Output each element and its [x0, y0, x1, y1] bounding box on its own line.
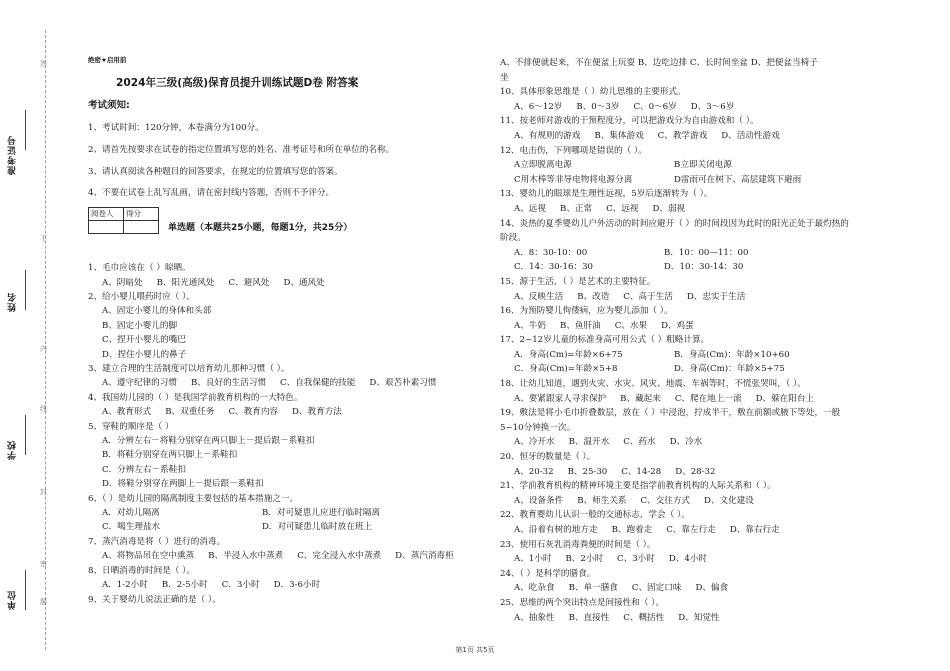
answer-option[interactable]: A、6～12岁	[514, 101, 563, 112]
answer-option[interactable]: A、将物品吊在空中熏蒸	[102, 551, 195, 562]
answer-option-row	[102, 549, 488, 563]
answer-option[interactable]: C、药水	[623, 437, 656, 448]
answer-option[interactable]: D、4小时	[668, 554, 708, 565]
answer-option[interactable]: B．2-5小时	[161, 580, 208, 591]
answer-option[interactable]: D、捏住小婴儿的鼻子	[102, 349, 187, 360]
answer-option-row	[102, 506, 488, 520]
left-column	[88, 56, 488, 607]
answer-option-row	[102, 276, 488, 290]
answer-option[interactable]: C、靠左行走	[666, 525, 716, 535]
question-stem: 10、具体形象思维是（ ）幼儿思维的主要形式。	[500, 87, 686, 98]
question-stem: 3、建立合理的生活制度可以培育幼儿那种习惯（ ）。	[88, 364, 290, 375]
page-title: 2024年三级(高级)保育员提升训练试题D卷 附答案	[116, 77, 359, 90]
answer-option[interactable]: A、抽象性	[514, 612, 555, 623]
answer-option[interactable]: D、通风处	[283, 277, 325, 288]
answer-option-row	[514, 202, 920, 217]
answer-option[interactable]: B、温开水	[568, 437, 610, 448]
answer-option[interactable]: A立即脱离电源	[514, 160, 572, 171]
seal-char: 封	[40, 488, 47, 496]
answer-option[interactable]: C、完全浸入水中蒸煮	[297, 551, 382, 562]
question-stem: 17、2~12岁儿童的标准身高可用公式（ ）粗略计算。	[500, 335, 710, 346]
answer-option-row	[514, 173, 920, 188]
answer-option[interactable]: B、藏起来	[620, 393, 661, 404]
answer-option[interactable]: C、自我保健的技能	[280, 378, 356, 389]
grader-input[interactable]	[89, 221, 124, 234]
answer-option[interactable]: A、牛奶	[514, 320, 546, 331]
seal-char: 答	[40, 60, 47, 68]
answer-option[interactable]: B、师生关系	[577, 495, 627, 506]
answer-option[interactable]: C、教学游戏	[657, 130, 708, 141]
answer-option[interactable]: D、靠右行走	[729, 525, 780, 535]
question-stem: 7、蒸汽消毒是将（ ）进行的消毒。	[88, 536, 226, 547]
answer-option[interactable]: C、捏开小婴儿的嘴巴	[102, 335, 186, 346]
question-stem: 21、学前教育机构的精神环境主要是指学前教育机构的人际关系和（ ）。	[500, 481, 776, 492]
margin-label-unit: 单位	[8, 590, 18, 610]
seal-char: 密	[40, 560, 47, 568]
secret-label: 绝密★启用前	[88, 56, 127, 64]
answer-option-row	[514, 392, 920, 407]
score-cell: 得分	[124, 208, 159, 221]
answer-option[interactable]: C、教育内容	[228, 407, 279, 418]
notice-item: 1、考试时间：120分钟，本卷满分为100分。	[88, 123, 264, 134]
right-questions	[500, 56, 920, 625]
answer-option[interactable]: B、直接性	[568, 612, 610, 623]
question-stem: A、不排便就起来，不在便盆上玩耍 B、边吃边排 C、长时间坐盆 D、把便盆当椅子	[500, 58, 818, 68]
answer-option-row	[514, 494, 920, 509]
answer-option-row	[514, 435, 920, 450]
answer-option-row	[514, 260, 920, 275]
answer-option-row	[514, 246, 920, 261]
section-title: 单选题（本题共25小题，每题1分，共25分）	[168, 223, 353, 234]
notice-item: 3、请认真阅读各种题目的回答要求，在规定的位置填写您的答案。	[88, 166, 343, 177]
answer-option[interactable]: D、知觉性	[678, 612, 720, 623]
answer-option[interactable]: B、良好的生活习惯	[190, 378, 267, 389]
answer-option[interactable]: A、设备条件	[514, 495, 564, 506]
answer-option-row	[102, 578, 488, 592]
answer-option[interactable]: D、忠实于生活	[686, 291, 746, 302]
answer-option[interactable]: C．身高(Cm)=年龄×5+8	[514, 364, 618, 375]
answer-option-row	[514, 465, 920, 480]
answer-option-row	[514, 362, 920, 377]
answer-option[interactable]: A、吃杂食	[514, 583, 555, 594]
answer-option[interactable]: C．喝生理盐水	[102, 522, 161, 533]
answer-option[interactable]: B、0～3岁	[576, 101, 620, 112]
answer-option[interactable]: A．8：30-10：00	[514, 247, 588, 258]
answer-option[interactable]: A、阴暗处	[102, 277, 143, 288]
answer-option[interactable]: A．1-2小时	[102, 580, 148, 591]
notice-item: 4、不要在试卷上乱写乱画，请在密封线内答题，否则不予评分。	[88, 188, 335, 199]
answer-option[interactable]: D、艰苦朴素习惯	[369, 378, 437, 389]
answer-option[interactable]: D．3-6小时	[273, 580, 321, 591]
answer-option[interactable]: A、1小时	[514, 554, 552, 565]
answer-option[interactable]: B、半浸入水中蒸煮	[208, 551, 284, 562]
question-stem-continued: 坐	[500, 72, 509, 83]
answer-option[interactable]: A．分辨左右－将鞋分别穿在两只脚上－提后跟－系鞋扣	[102, 436, 315, 447]
question-stem: 13、婴幼儿的眼球是生理性远视，5岁后逐渐转为（ ）。	[500, 189, 713, 200]
answer-option[interactable]: B．将鞋分别穿在两只脚上－系鞋扣	[102, 450, 238, 461]
answer-option[interactable]: D、文化建设	[704, 495, 754, 506]
answer-option-row	[514, 611, 920, 626]
answer-option[interactable]: C、14-28	[621, 466, 662, 477]
notice-item: 2、请首先按要求在试卷的指定位置填写您的姓名、准考证号和所在单位的名称。	[88, 144, 395, 155]
answer-option[interactable]: D、3～6岁	[690, 101, 735, 112]
answer-option[interactable]: B、双重任务	[165, 407, 215, 418]
answer-option[interactable]: B、改造	[577, 291, 610, 302]
answer-option[interactable]: B、固定小婴儿的脚	[102, 320, 178, 331]
question-stem: 1、毛巾应该在（ ）晾晒。	[88, 263, 191, 274]
answer-option[interactable]: B立即关闭电源	[674, 160, 732, 171]
answer-option[interactable]: B．身高(Cm)：年龄×10+60	[674, 349, 790, 360]
question-stem-continued: 5~10分钟换一次。	[500, 422, 576, 433]
answer-option[interactable]: B、2小时	[565, 554, 604, 565]
question-stem: 11、按老师对游戏的干预程度分，可以把游戏分为自由游戏和（ ）。	[500, 116, 759, 127]
seal-line	[45, 30, 46, 650]
answer-option[interactable]: A．对幼儿隔离	[102, 508, 160, 519]
answer-option[interactable]: B、单一膳食	[568, 583, 618, 594]
answer-option-row	[514, 348, 920, 363]
section-header	[88, 207, 488, 241]
score-input[interactable]	[124, 221, 159, 234]
seal-char: 不	[40, 235, 47, 243]
answer-option[interactable]: C、固定口味	[631, 583, 682, 594]
answer-option[interactable]: D、蒸汽消毒柜	[395, 551, 454, 562]
answer-option[interactable]: A、要紧跟家人寻求保护	[514, 393, 607, 404]
seal-char: 题	[40, 598, 47, 606]
answer-option[interactable]: A、遵守纪律的习惯	[102, 378, 177, 389]
answer-option[interactable]: A、沿着有树的地方走	[514, 525, 598, 535]
answer-option[interactable]: B、25-30	[567, 466, 608, 477]
answer-option-row	[514, 581, 920, 596]
answer-option[interactable]: B、跑着走	[611, 525, 653, 535]
answer-option-row	[102, 405, 488, 419]
answer-option[interactable]: D、教育方法	[292, 407, 342, 418]
answer-option[interactable]: B、正常	[560, 203, 593, 214]
answer-option[interactable]: A、远视	[514, 203, 546, 214]
answer-option[interactable]: C、3小时	[617, 554, 655, 565]
answer-option[interactable]: D、冷水	[669, 437, 703, 448]
answer-option[interactable]: A、冷开水	[514, 437, 555, 448]
answer-option[interactable]: A、固定小婴儿的身体和头部	[102, 306, 212, 317]
question-stem: 14、炎热的夏季婴幼儿户外活动的时间应避开（ ）的时间段因为此时的阳光正处于最灼热的	[500, 218, 849, 229]
question-stem: 18、让幼儿知道，遇到火灾、水灾、风灾、地震、车祸等时，不慌张哭叫，（ ）。	[500, 379, 806, 390]
answer-option[interactable]: D．对可疑患儿临时放在班上	[262, 522, 373, 533]
answer-option[interactable]: A、反映生活	[514, 291, 564, 302]
left-questions	[88, 261, 488, 607]
question-stem: 20、恒牙的数量是（ ）。	[500, 452, 596, 463]
answer-option[interactable]: C、水果	[614, 320, 648, 331]
answer-option[interactable]: B．对可疑患儿应进行临时隔离	[262, 508, 381, 519]
answer-option-row	[514, 552, 920, 567]
margin-label-exam-id: 准考证号	[8, 135, 18, 175]
answer-option-row	[514, 158, 920, 173]
grader-cell: 阅卷人	[89, 208, 124, 221]
answer-option[interactable]: D雷雨可在树下、高层建筑下避雨	[674, 174, 802, 185]
answer-option[interactable]: D、弱视	[652, 203, 686, 214]
seal-char: 线	[40, 405, 47, 413]
notice-list	[88, 123, 488, 199]
answer-option[interactable]: B、鱼肝油	[560, 320, 601, 331]
answer-option[interactable]: C、交往方式	[640, 495, 691, 506]
answer-option[interactable]: A、教育形式	[102, 407, 152, 418]
question-stem: 23、使用石灰乳消毒粪便的时间是（ ）。	[500, 539, 656, 550]
question-stem: 4、我国幼儿园的（ ）是我国学前教育机构的一大特色。	[88, 392, 303, 403]
question-stem: 16、为预防婴儿佝偻病，应为婴儿添加（ ）。	[500, 306, 673, 317]
score-table	[88, 207, 159, 234]
answer-option[interactable]: C用木棒等非导电物将电源分离	[514, 174, 633, 185]
answer-option[interactable]: C、0～6岁	[633, 101, 677, 112]
answer-option[interactable]: C、远视	[606, 203, 639, 214]
answer-option-row	[514, 290, 920, 305]
binding-margin	[0, 0, 62, 671]
answer-option[interactable]: A．身高(Cm)=年龄×6+75	[514, 349, 623, 360]
answer-option[interactable]: D、躲在阳台上	[755, 393, 815, 404]
question-stem: 19、敷法是将小毛巾折叠数层，放在（ ）中浸泡，拧成半干，敷在前额或腋下等处，一般	[500, 408, 841, 419]
question-stem: 8、日晒消毒的时间是（ ）。	[88, 565, 196, 576]
answer-option[interactable]: C、高于生活	[623, 291, 673, 302]
answer-option[interactable]: D、鸡蛋	[661, 320, 694, 331]
right-column	[500, 56, 920, 625]
answer-option-row	[102, 376, 488, 390]
answer-option[interactable]: C、概括性	[623, 612, 665, 623]
answer-option[interactable]: C．3小时	[221, 580, 260, 591]
answer-option-row	[514, 319, 920, 334]
question-stem: 24、（ ）是科学的膳食。	[500, 568, 596, 579]
question-stem: 6、（ ）是幼儿园的隔离制度主要包括的基本措施之一。	[88, 493, 299, 504]
answer-option[interactable]: A、有规则的游戏	[514, 130, 581, 141]
question-stem: 9、关于婴幼儿说法正确的是（ ）。	[88, 594, 221, 605]
notice-heading: 考试须知:	[88, 100, 130, 112]
question-stem: 2、给小婴儿喂药时应（ ）。	[88, 291, 196, 302]
margin-label-school: 学校	[8, 440, 18, 460]
answer-option[interactable]: A、20-32	[514, 466, 554, 477]
margin-label-name: 姓名	[8, 292, 18, 312]
question-stem: 25、思维的两个突出特点是间接性和（ ）。	[500, 597, 665, 608]
answer-option[interactable]: C、爬在地上一滚	[674, 393, 742, 404]
answer-option-row	[514, 100, 920, 115]
question-stem: 15、源于生活，（ ）是艺术的主要特征。	[500, 276, 656, 287]
question-stem-continued: 阶段。	[500, 233, 526, 244]
answer-option[interactable]: C．14：30-16：30	[514, 262, 594, 273]
answer-option[interactable]: B、集体游戏	[594, 130, 644, 141]
answer-option[interactable]: D、活动性游戏	[721, 130, 780, 141]
answer-option-row	[514, 129, 920, 144]
answer-option[interactable]: D．将鞋分别穿在两脚上－提后跟－系鞋扣	[102, 479, 264, 490]
answer-option[interactable]: B．10：00—11：00	[664, 247, 749, 258]
answer-option-row	[514, 523, 920, 538]
answer-option[interactable]: C、避风处	[228, 277, 270, 288]
answer-option[interactable]: B、阳光通风处	[156, 277, 215, 288]
answer-option[interactable]: D．身高(Cm)：年龄×5+75	[674, 364, 785, 375]
question-stem: 5、穿鞋的顺序是（ ）	[88, 421, 174, 432]
seal-char: 内	[40, 345, 47, 353]
question-stem: 12、电击伤，下列哪项是错误的（ ）。	[500, 145, 647, 156]
question-stem: 22、教育婴幼儿认识一般的交通标志，学会（ ）。	[500, 510, 690, 521]
answer-option[interactable]: D、28-32	[675, 466, 716, 477]
page-footer: 第1页 共5页	[455, 646, 495, 654]
answer-option[interactable]: D．10：30-14：30	[664, 262, 744, 273]
answer-option-row	[102, 520, 488, 534]
answer-option[interactable]: C．分辨左右－系鞋扣	[102, 464, 186, 475]
answer-option[interactable]: D、偏食	[695, 583, 729, 594]
